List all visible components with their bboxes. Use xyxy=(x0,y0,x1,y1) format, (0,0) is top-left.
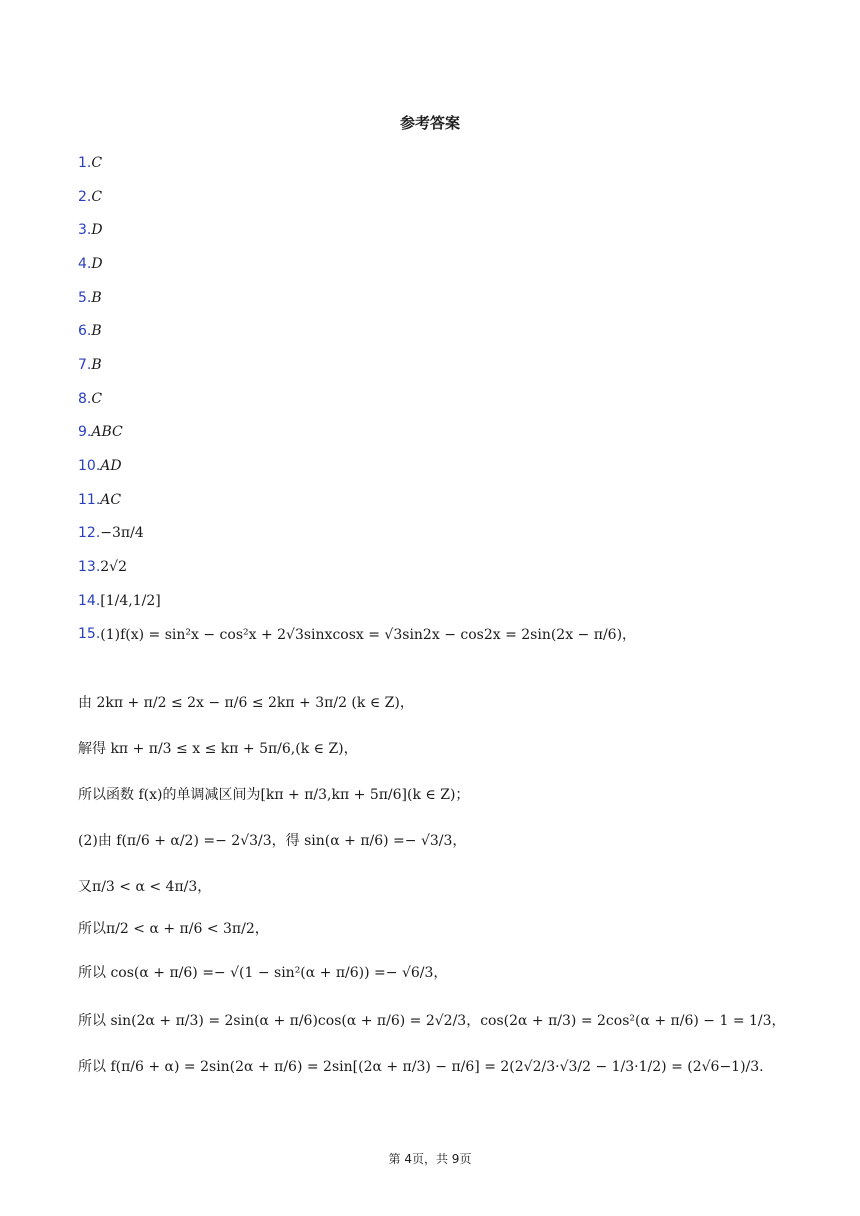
solution-line: 所以 cos(α + π/6) =− √(1 − sin²(α + π/6)) =− √6/3， xyxy=(78,965,448,981)
answer-item xyxy=(78,416,636,450)
answer-item xyxy=(78,517,636,551)
solution-line: 由 2kπ + π/2 ≤ 2x − π/6 ≤ 2kπ + 3π/2 (k ∈ Z)， xyxy=(78,695,414,711)
answer-number: 6. xyxy=(78,323,92,340)
answer-item xyxy=(78,180,636,214)
answer-number: 10. xyxy=(78,458,101,475)
answer-item xyxy=(78,348,636,382)
answer-list xyxy=(78,146,636,651)
solution-line: 又π/3 < α < 4π/3， xyxy=(78,879,212,895)
answer-value: [1/4,1/2] xyxy=(100,592,161,609)
answer-number: 13. xyxy=(78,559,101,576)
solution-line: 解得 kπ + π/3 ≤ x ≤ kπ + 5π/6,(k ∈ Z)， xyxy=(78,741,358,757)
solution-line: (1)f(x) = sin²x − cos²x + 2√3sinxcosx = √3sin2x − cos2x = 2sin(2x − π/6)， xyxy=(100,627,637,644)
answer-item xyxy=(78,247,636,281)
answer-value: C xyxy=(91,154,103,171)
solution-line: 所以 sin(2α + π/3) = 2sin(α + π/6)cos(α + π/6) = 2√2/3，cos(2α + π/3) = 2cos²(α + π/6) − 1 = 1/3， xyxy=(78,1013,786,1029)
solution-line: 所以函数 f(x)的单调减区间为[kπ + π/3,kπ + 5π/6](k ∈ Z)； xyxy=(78,787,470,803)
answer-item xyxy=(78,550,636,584)
answer-number: 3. xyxy=(78,222,92,239)
answer-number: 1. xyxy=(78,154,92,171)
answer-item xyxy=(78,314,636,348)
answer-item xyxy=(78,382,636,416)
answer-number: 7. xyxy=(78,356,92,373)
answer-number: 11. xyxy=(78,491,101,508)
page-title: 参考答案 xyxy=(399,114,460,132)
answer-value: B xyxy=(91,289,102,306)
answer-value: ABC xyxy=(91,424,123,441)
answer-item xyxy=(78,449,636,483)
answer-item xyxy=(78,146,636,180)
solution-line: 所以π/2 < α + π/6 < 3π/2， xyxy=(78,921,269,937)
answer-value: −3π/4 xyxy=(100,525,144,542)
answer-number: 5. xyxy=(78,289,92,306)
answer-item xyxy=(78,618,636,652)
answer-number: 4. xyxy=(78,255,92,272)
answer-number: 2. xyxy=(78,188,92,205)
answer-item xyxy=(78,483,636,517)
answer-item xyxy=(78,584,636,618)
answer-value: AD xyxy=(100,458,122,475)
solution-line: 所以 f(π/6 + α) = 2sin(2α + π/6) = 2sin[(2α + π/3) − π/6] = 2(2√2/3·√3/2 − 1/3·1/2) = (2√6−1)/3. xyxy=(78,1059,764,1075)
answer-number: 12. xyxy=(78,525,101,542)
answer-value: 2√2 xyxy=(100,559,128,576)
page-footer: 第 4页，共 9页 xyxy=(388,1152,472,1166)
answer-value: B xyxy=(91,356,102,373)
answer-value: D xyxy=(91,255,103,272)
answer-number: 8. xyxy=(78,390,92,407)
answer-value: AC xyxy=(100,491,122,508)
answer-value: C xyxy=(91,390,103,407)
answer-value: D xyxy=(91,222,103,239)
answer-number: 9. xyxy=(78,424,92,441)
solution-line: (2)由 f(π/6 + α/2) =− 2√3/3，得 sin(α + π/6) =− √3/3， xyxy=(78,833,467,849)
answer-item xyxy=(78,281,636,315)
answer-number: 15. xyxy=(78,626,101,643)
answer-value: C xyxy=(91,188,103,205)
answer-item xyxy=(78,213,636,247)
answer-number: 14. xyxy=(78,592,101,609)
answer-value: B xyxy=(91,323,102,340)
